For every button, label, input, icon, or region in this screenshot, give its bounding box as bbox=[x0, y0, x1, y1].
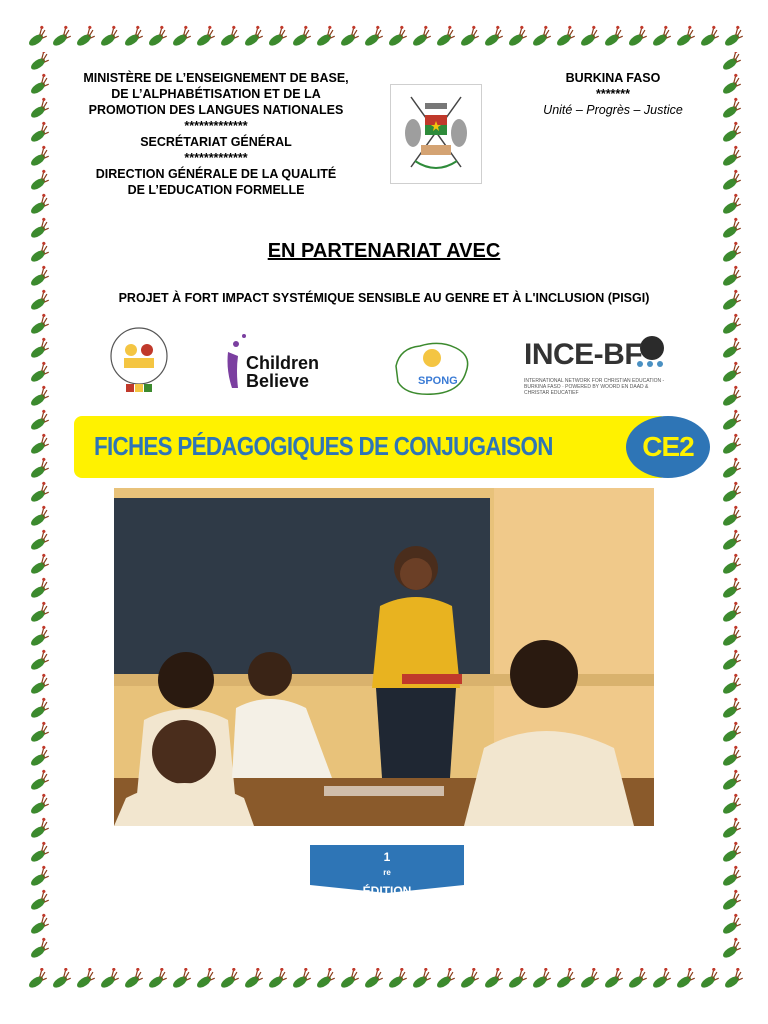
border-leaf-motif bbox=[719, 193, 744, 216]
border-leaf-motif bbox=[505, 25, 530, 48]
border-leaf-motif bbox=[409, 25, 434, 48]
border-leaf-motif bbox=[265, 968, 290, 990]
border-leaf-motif bbox=[553, 25, 578, 48]
border-leaf-motif bbox=[27, 73, 52, 96]
border-leaf-motif bbox=[719, 337, 744, 360]
border-leaf-motif bbox=[719, 649, 744, 672]
border-leaf-motif bbox=[719, 217, 744, 240]
border-leaf-motif bbox=[241, 25, 266, 48]
border-leaf-motif bbox=[27, 217, 52, 240]
edition-label bbox=[310, 850, 464, 914]
border-leaf-motif bbox=[27, 481, 52, 504]
border-leaf-motif bbox=[27, 721, 52, 744]
border-leaf-motif bbox=[27, 361, 52, 384]
border-leaf-motif bbox=[313, 968, 338, 990]
ministry-line-1: MINISTÈRE DE L’ENSEIGNEMENT DE BASE, bbox=[83, 71, 349, 85]
border-leaf-motif bbox=[49, 25, 74, 48]
ince-bf-subtitle: INTERNATIONAL NETWORK FOR CHRISTIAN EDUCATION - BURKINA FASO · POWERED BY WOORD EN DAAD & CHRISTAR EDUCATIEF bbox=[524, 378, 665, 396]
border-leaf-motif bbox=[601, 968, 626, 990]
border-leaf-motif bbox=[409, 968, 434, 990]
border-leaf-motif bbox=[719, 361, 744, 384]
border-leaf-motif bbox=[145, 25, 170, 48]
border-leaf-motif bbox=[27, 529, 52, 552]
border-leaf-motif bbox=[27, 793, 52, 816]
border-leaf-motif bbox=[241, 968, 266, 990]
border-leaf-motif bbox=[27, 841, 52, 864]
border-leaf-motif bbox=[169, 968, 194, 990]
border-leaf-motif bbox=[27, 673, 52, 696]
border-leaf-motif bbox=[625, 25, 650, 48]
border-leaf-motif bbox=[719, 457, 744, 480]
border-leaf-motif bbox=[719, 937, 744, 960]
border-leaf-motif bbox=[719, 505, 744, 528]
border-leaf-motif bbox=[49, 968, 74, 990]
border-leaf-motif bbox=[385, 968, 410, 990]
border-leaf-motif bbox=[457, 968, 482, 990]
grade-badge: CE2 bbox=[626, 416, 710, 478]
border-leaf-motif bbox=[265, 25, 290, 48]
border-leaf-motif bbox=[673, 25, 698, 48]
border-leaf-motif bbox=[719, 721, 744, 744]
border-leaf-motif bbox=[719, 145, 744, 168]
border-leaf-motif bbox=[169, 25, 194, 48]
edition-number-line bbox=[310, 850, 464, 899]
border-leaf-motif bbox=[27, 433, 52, 456]
border-leaf-motif bbox=[529, 968, 554, 990]
border-leaf-motif bbox=[719, 385, 744, 408]
border-leaf-motif bbox=[719, 73, 744, 96]
border-leaf-motif bbox=[27, 457, 52, 480]
border-leaf-motif bbox=[97, 25, 122, 48]
border-leaf-motif bbox=[337, 25, 362, 48]
border-leaf-motif bbox=[73, 25, 98, 48]
border-leaf-motif bbox=[649, 968, 674, 990]
secretariat-line: SECRÉTARIAT GÉNÉRAL bbox=[140, 135, 292, 149]
border-leaf-motif bbox=[697, 25, 722, 48]
border-leaf-motif bbox=[719, 481, 744, 504]
border-leaf-motif bbox=[433, 25, 458, 48]
border-leaf-motif bbox=[719, 841, 744, 864]
document-title: FICHES PÉDAGOGIQUES DE CONJUGAISON bbox=[94, 431, 553, 461]
ministry-stars-1: ************* bbox=[184, 119, 248, 133]
border-leaf-motif bbox=[193, 968, 218, 990]
border-leaf-motif bbox=[719, 913, 744, 936]
border-leaf-motif bbox=[385, 25, 410, 48]
border-leaf-motif bbox=[625, 968, 650, 990]
border-leaf-motif bbox=[457, 25, 482, 48]
border-leaf-motif bbox=[27, 865, 52, 888]
border-leaf-motif bbox=[505, 968, 530, 990]
country-header bbox=[520, 70, 706, 118]
partnership-title: EN PARTENARIAT AVEC bbox=[267, 240, 501, 262]
border-leaf-motif bbox=[719, 265, 744, 288]
border-leaf-motif bbox=[719, 673, 744, 696]
border-leaf-motif bbox=[25, 968, 50, 990]
border-leaf-motif bbox=[719, 745, 744, 768]
border-leaf-motif bbox=[719, 289, 744, 312]
border-leaf-motif bbox=[601, 25, 626, 48]
border-leaf-motif bbox=[27, 145, 52, 168]
country-name: BURKINA FASO bbox=[565, 71, 661, 85]
border-leaf-motif bbox=[121, 25, 146, 48]
spong-map-logo-icon bbox=[390, 336, 476, 400]
border-leaf-motif bbox=[361, 25, 386, 48]
border-leaf-motif bbox=[719, 697, 744, 720]
project-title: PROJET À FORT IMPACT SYSTÉMIQUE SENSIBLE AU GENRE ET À L'INCLUSION (PISGI) bbox=[118, 291, 650, 305]
border-leaf-motif bbox=[719, 889, 744, 912]
border-leaf-motif bbox=[27, 169, 52, 192]
border-leaf-motif bbox=[719, 577, 744, 600]
direction-line-1: DIRECTION GÉNÉRALE DE LA QUALITÉ bbox=[95, 167, 337, 181]
border-leaf-motif bbox=[27, 505, 52, 528]
spong-logo: SPONG bbox=[418, 375, 458, 387]
border-leaf-motif bbox=[721, 25, 744, 48]
border-leaf-motif bbox=[27, 553, 52, 576]
border-leaf-motif bbox=[289, 968, 314, 990]
border-leaf-motif bbox=[529, 25, 554, 48]
border-leaf-motif bbox=[719, 625, 744, 648]
border-leaf-motif bbox=[145, 968, 170, 990]
border-leaf-motif bbox=[289, 25, 314, 48]
edition-number: 1 bbox=[383, 850, 391, 864]
border-leaf-motif bbox=[673, 968, 698, 990]
border-leaf-motif bbox=[97, 968, 122, 990]
border-leaf-motif bbox=[433, 968, 458, 990]
border-leaf-motif bbox=[27, 385, 52, 408]
border-leaf-motif bbox=[217, 968, 242, 990]
ministry-line-2: DE L’ALPHABÉTISATION ET DE LA bbox=[111, 87, 321, 101]
ministry-header bbox=[56, 70, 376, 198]
border-leaf-motif bbox=[719, 409, 744, 432]
border-leaf-motif bbox=[27, 121, 52, 144]
border-leaf-motif bbox=[719, 97, 744, 120]
border-leaf-motif bbox=[719, 601, 744, 624]
border-leaf-motif bbox=[27, 193, 52, 216]
border-leaf-motif bbox=[697, 968, 722, 990]
border-leaf-motif bbox=[27, 52, 52, 72]
border-leaf-motif bbox=[27, 289, 52, 312]
children-believe-line-2: Believe bbox=[246, 371, 310, 391]
border-leaf-motif bbox=[27, 769, 52, 792]
coat-of-arms-icon bbox=[390, 84, 482, 184]
direction-line-2: DE L’EDUCATION FORMELLE bbox=[127, 183, 305, 197]
border-leaf-motif bbox=[27, 577, 52, 600]
border-leaf-motif bbox=[649, 25, 674, 48]
border-leaf-motif bbox=[27, 313, 52, 336]
border-leaf-motif bbox=[719, 817, 744, 840]
edition-word: ÉDITION bbox=[362, 884, 412, 898]
border-leaf-motif bbox=[27, 337, 52, 360]
children-believe-line-1: Children bbox=[246, 353, 320, 373]
border-leaf-motif bbox=[481, 25, 506, 48]
children-believe-logo bbox=[246, 354, 319, 390]
border-leaf-motif bbox=[719, 769, 744, 792]
border-leaf-motif bbox=[361, 968, 386, 990]
border-leaf-motif bbox=[719, 313, 744, 336]
border-leaf-motif bbox=[719, 52, 744, 72]
border-leaf-motif bbox=[27, 409, 52, 432]
children-reading-logo-icon bbox=[104, 326, 174, 398]
border-leaf-motif bbox=[27, 697, 52, 720]
border-leaf-motif bbox=[721, 968, 744, 990]
border-leaf-motif bbox=[577, 968, 602, 990]
border-leaf-motif bbox=[27, 913, 52, 936]
border-leaf-motif bbox=[313, 25, 338, 48]
ministry-stars-2: ************* bbox=[184, 151, 248, 165]
border-leaf-motif bbox=[121, 968, 146, 990]
decorative-border-top bbox=[24, 24, 744, 52]
border-leaf-motif bbox=[27, 265, 52, 288]
decorative-border-bottom bbox=[24, 968, 744, 996]
border-leaf-motif bbox=[27, 889, 52, 912]
border-leaf-motif bbox=[719, 865, 744, 888]
border-leaf-motif bbox=[25, 25, 50, 48]
border-leaf-motif bbox=[27, 937, 52, 960]
border-leaf-motif bbox=[481, 968, 506, 990]
border-leaf-motif bbox=[719, 433, 744, 456]
border-leaf-motif bbox=[73, 968, 98, 990]
edition-suffix: re bbox=[383, 868, 391, 877]
country-stars: ******* bbox=[595, 87, 631, 101]
decorative-border-right bbox=[716, 52, 744, 968]
border-leaf-motif bbox=[337, 968, 362, 990]
border-leaf-motif bbox=[217, 25, 242, 48]
decorative-border-left bbox=[24, 52, 52, 968]
border-leaf-motif bbox=[27, 817, 52, 840]
border-leaf-motif bbox=[27, 601, 52, 624]
ince-bf-logo: INCE-BF bbox=[524, 338, 643, 371]
border-leaf-motif bbox=[719, 121, 744, 144]
border-leaf-motif bbox=[577, 25, 602, 48]
border-leaf-motif bbox=[719, 529, 744, 552]
border-leaf-motif bbox=[719, 553, 744, 576]
border-leaf-motif bbox=[27, 649, 52, 672]
edition-date: Août 2024 bbox=[358, 899, 416, 913]
classroom-photo-icon bbox=[114, 488, 654, 826]
national-motto: Unité – Progrès – Justice bbox=[543, 103, 683, 117]
ministry-line-3: PROMOTION DES LANGUES NATIONALES bbox=[88, 103, 344, 117]
border-leaf-motif bbox=[193, 25, 218, 48]
border-leaf-motif bbox=[27, 745, 52, 768]
border-leaf-motif bbox=[27, 97, 52, 120]
border-leaf-motif bbox=[719, 793, 744, 816]
border-leaf-motif bbox=[719, 169, 744, 192]
border-leaf-motif bbox=[553, 968, 578, 990]
border-leaf-motif bbox=[27, 625, 52, 648]
